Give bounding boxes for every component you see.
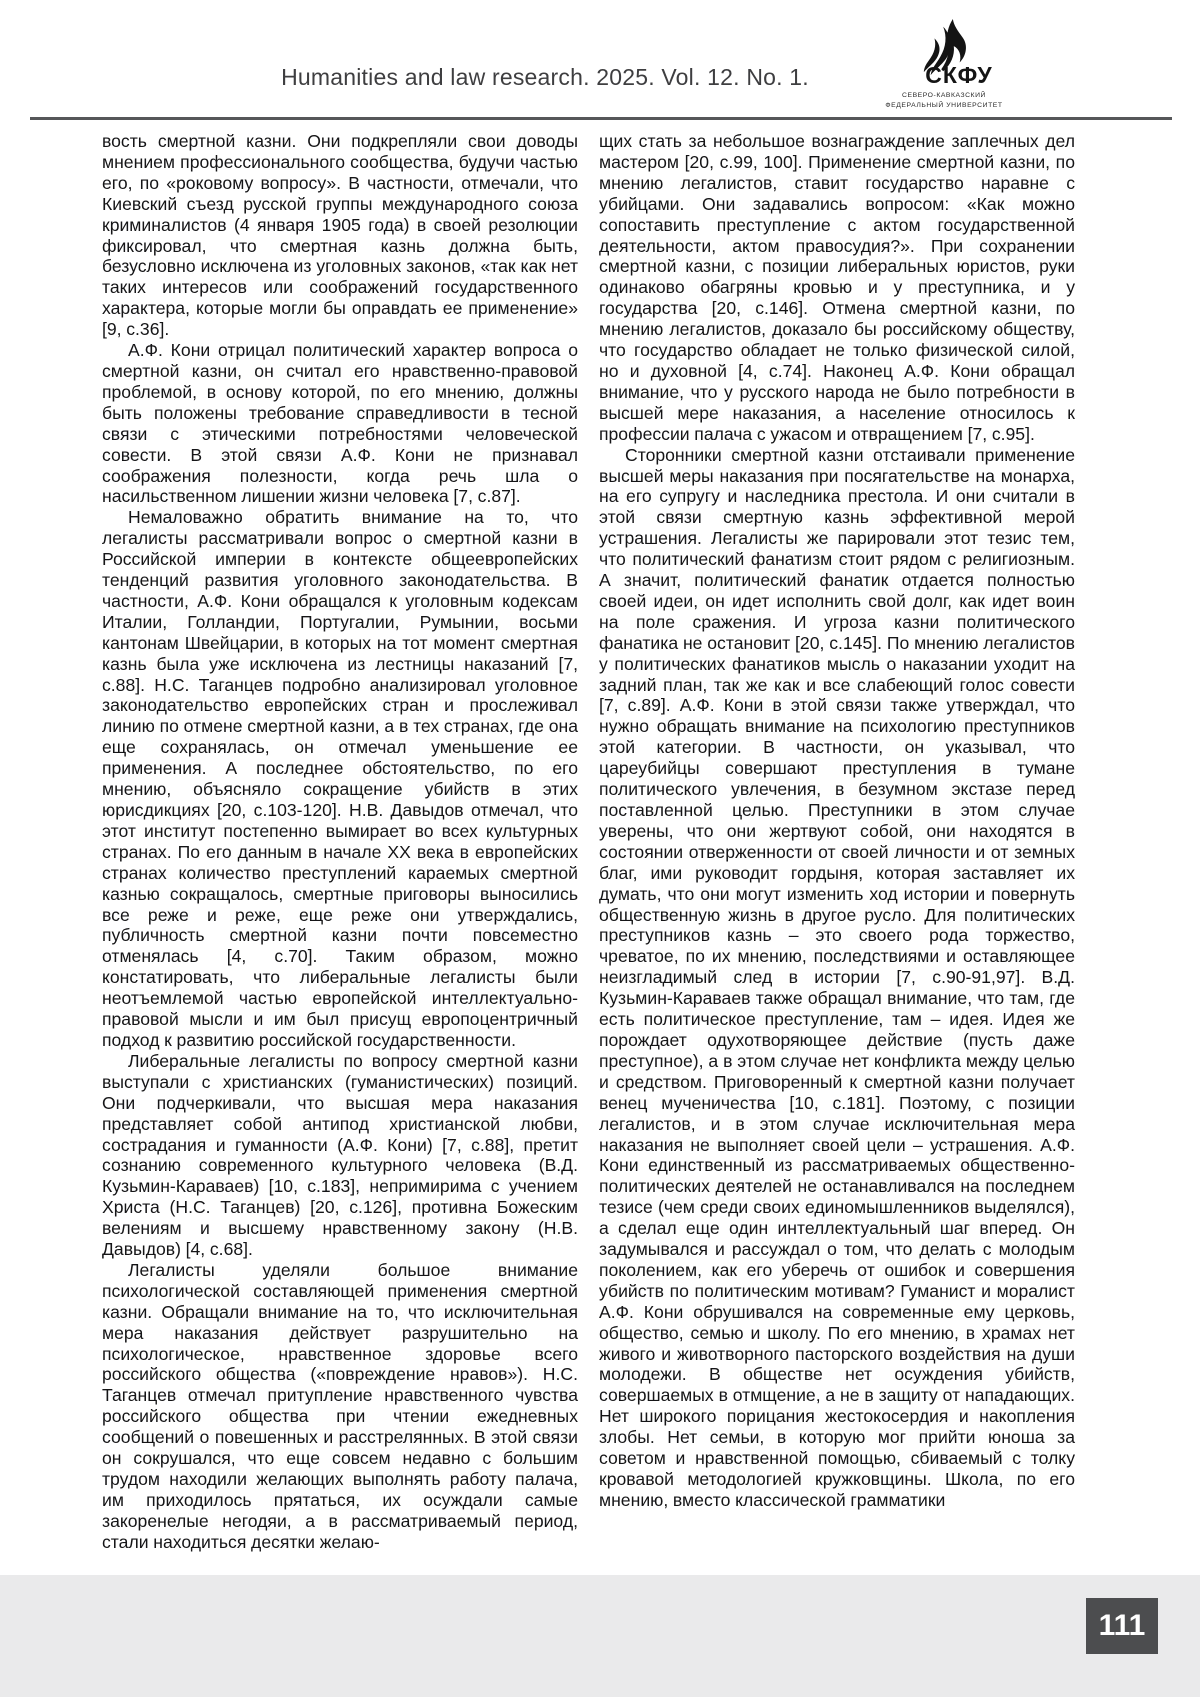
paragraph: вость смертной казни. Они подкрепляли свои доводы мнением профессионального сообщества, будучи частью его, по «роковому вопросу». В частности, отмечали, что Киевский съезд русской группы международного союза криминалистов (4 января 1905 года) в своей резолюции фиксировал, что смертная казнь должна быть, безусловно исключена из уголовных законов, «так как нет таких интересов или соображений государственного характера, которые могли бы оправдать ее применение» [9, с.36]. [102,131,578,340]
paragraph: Легалисты уделяли большое внимание психологической составляющей применения смертной казни. Обращали внимание на то, что исключительная мера наказания действует разрушительно на психологическое, нравственное здоровье всего российского общества («повреждение нравов»). Н.С. Таганцев отмечал притупление нравственного чувства российского общества при чтении ежедневных сообщений о повешенных и расстрелянных. В этой связи он сокрушался, что еще совсем недавно с большим трудом находили желающих выполнять работу палача, им приходилось прятаться, их осуждали самые закоренелые негодяи, а в рассматриваемый период, стали находиться десятки желаю- [102,1259,578,1552]
article-body [102,131,1075,1552]
page-number-box [1086,1598,1158,1654]
header-divider [30,117,1172,120]
logo-acronym: СКФУ [925,62,993,88]
journal-title: Humanities and law research. 2025. Vol. 12. No. 1. [281,64,809,90]
paragraph: щих стать за небольшое вознаграждение заплечных дел мастером [20, с.99, 100]. Применение смертной казни, по мнению легалистов, ставит государство наравне с убийцами. Они задавались вопросом: «Как можно сопоставить преступление с актом государственной деятельности, актом правосудия?». При сохранении смертной казни, с позиции либеральных юристов, руки одинаково обагряны кровью и у преступника, и у государства [20, с.146]. Отмена смертной казни, по мнению легалистов, доказало бы российскому обществу, что государство обладает не только физической силой, но и духовной [4, с.74]. Наконец А.Ф. Кони обращал внимание, что у русского народа не было потребности в высшей мере наказания, а население относилось к профессии палача с ужасом и отвращением [7, с.95]. [599,131,1075,444]
university-logo [884,16,1004,111]
page-footer [0,1575,1200,1697]
paragraph: Сторонники смертной казни отстаивали применение высшей меры наказания при посягательстве на монарха, на его супругу и наследника престола. И они считали в этой связи смертную казнь эффективной мерой устрашения. Легалисты же парировали этот тезис тем, что политический фанатизм стоит рядом с религиозным. А значит, политический фанатик отдается полностью своей идеи, он идет исполнить свой долг, как идет воин на поле сражения. И угроза казни политического фанатика не остановит [20, с.145]. По мнению легалистов у политических фанатиков мысль о наказании уходит на задний план, так же как и все слабеющий голос совести [7, с.89]. А.Ф. Кони в этой связи также утверждал, что нужно обращать внимание на психологию преступников этой категории. В частности, он указывал, что цареубийцы совершают преступления в тумане политического увлечения, в безумном экстазе перед поставленной целью. Преступники в этом случае уверены, что они жертвуют собой, они находятся в состоянии отверженности от своей личности и от земных благ, ими руководит гордыня, которая заставляет их думать, что они могут изменить ход истории и повернуть общественную жизнь в другое русло. Для политических преступников казнь – это своего рода торжество, чреватое, по их мнению, последствиями и оставляющее неизгладимый след в истории [7, с.90-91,97]. В.Д. Кузьмин-Караваев также обращал внимание, что там, где есть политическое преступление, там – идея. Идея же порождает одухотворяющее действие (пусть даже преступное), а в этом случае нет конфликта между целью и средством. Приговоренный к смертной казни получает венец мученичества [10, с.181]. Поэтому, с позиции легалистов, и в этом случае исключительная мера наказания не выполняет своей цели – устрашения. А.Ф. Кони единственный из рассматриваемых общественно-политических деятелей не останавливался на последнем тезисе (чем среди своих единомышленников выделялся), а сделал еще один интеллектуальный шаг вперед. Он задумывался и рассуждал о том, что делать с молодым поколением, как его уберечь от ошибок и совершения убийств по политическим мотивам? Гуманист и моралист А.Ф. Кони обрушивался на современные ему церковь, общество, семью и школу. По его мнению, в храмах нет живого и животворного пасторского воздействия на души молодежи. В обществе нет осуждения убийств, совершаемых в отмщение, а не в защиту от нападающих. Нет широкого порицания жестокосердия и накопления злобы. Нет семьи, в которую мог прийти юноша за советом и нравственной помощью, сбиваемый с толку кровавой методологией кружковщины. Школа, по его мнению, вместо классической грамматики [599,444,1075,1510]
right-column [599,131,1075,1523]
paragraph: Немаловажно обратить внимание на то, что легалисты рассматривали вопрос о смертной казни в Российской империи в контексте общеевропейских тенденций развития уголовного законодательства. В частности, А.Ф. Кони обращался к уголовным кодексам Италии, Голландии, Португалии, Румынии, восьми кантонам Швейцарии, в которых на тот момент смертная казнь была уже исключена из лестницы наказаний [7, с.88]. Н.С. Таганцев подробно анализировал уголовное законодательство европейских стран и прослеживал линию по отмене смертной казни, а в тех странах, где она еще сохранялась, он отмечал уменьшение ее применения. А последнее обстоятельство, по его мнению, объясняло сокращение убийств в этих юрисдикциях [20, с.103-120]. Н.В. Давыдов отмечал, что этот институт постепенно вымирает во всех культурных странах. По его данным в начале XX века в европейских странах количество преступлений караемых смертной казнью сокращалось, смертные приговоры выносились все реже и реже, еще реже они утверждались, публичность смертной казни почти повсеместно отменялась [4, с.70]. Таким образом, можно констатировать, что либеральные легалисты были неотъемлемой частью европейской интеллектуально-правовой мысли и им был присущ европоцентричный подход к развитию российской государственности. [102,507,578,1050]
page-number: 111 [1098,1609,1146,1642]
left-column [102,131,578,1552]
logo-caption-line2: ФЕДЕРАЛЬНЫЙ УНИВЕРСИТЕТ [885,102,1003,110]
logo-caption-line1: СЕВЕРО-КАВКАЗСКИЙ [902,92,986,99]
logo-caption [885,91,1002,111]
paragraph: Либеральные легалисты по вопросу смертной казни выступали с христианских (гуманистических) позиций. Они подчеркивали, что высшая мера наказания представляет собой антипод христианской любви, сострадания и гуманности (А.Ф. Кони) [7, с.88], претит сознанию современного культурного человека (В.Д. Кузьмин-Караваев) [10, с.183], непримирима с учением Христа (Н.С. Таганцев) [20, с.126], противна Божеским велениям и высшему нравственному закону (Н.В. Давыдов) [4, с.68]. [102,1050,578,1260]
paragraph: А.Ф. Кони отрицал политический характер вопроса о смертной казни, он считал его нравственно-правовой проблемой, в основу которой, по его мнению, должны быть положены требование справедливости в тесной связи с этическими потребностями человеческой совести. В этой связи А.Ф. Кони не признавал соображения полезности, когда речь шла о насильственном лишении жизни человека [7, с.87]. [102,340,578,507]
